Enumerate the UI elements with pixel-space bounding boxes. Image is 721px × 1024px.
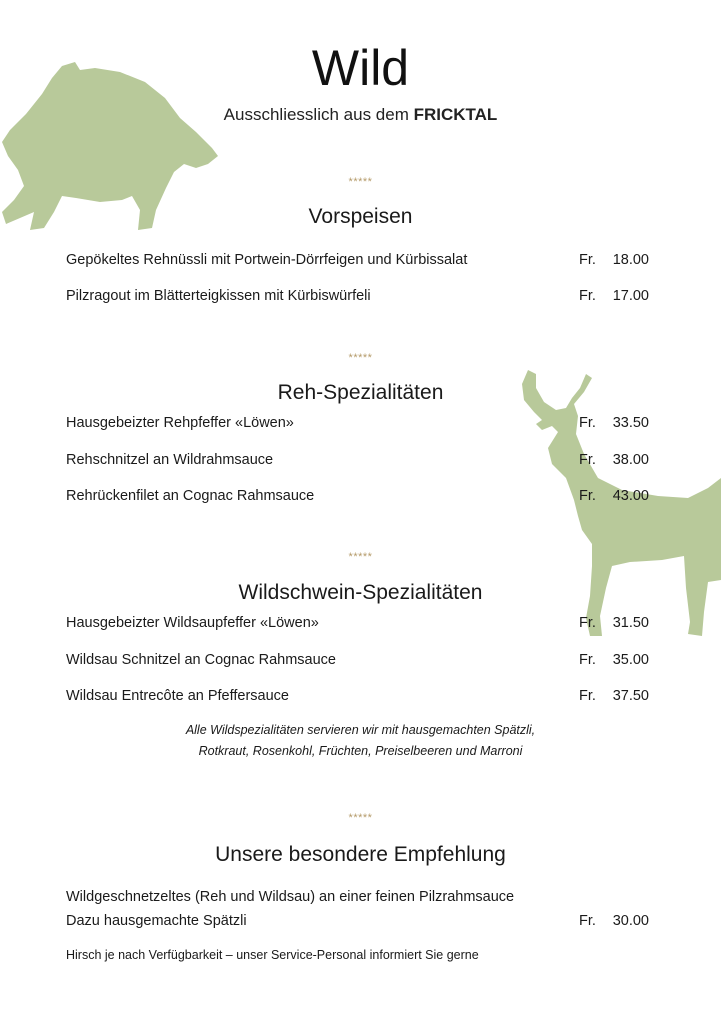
menu-item-name: Rehschnitzel an Wildrahmsauce: [66, 452, 274, 468]
menu-item-price: 38.00: [612, 452, 649, 468]
menu-item-name: Pilzragout im Blätterteigkissen mit Kürbiswürfeli: [66, 288, 371, 304]
page-title: Wild: [311, 40, 410, 96]
section-heading-wildschwein: Wildschwein-Spezialitäten: [238, 581, 483, 604]
stars-divider: *****: [348, 176, 373, 188]
menu-item-name: Wildsau Schnitzel an Cognac Rahmsauce: [66, 652, 336, 668]
page-subtitle: [0, 104, 721, 126]
menu-item-currency: Fr.: [579, 688, 596, 704]
menu-item-price: 33.50: [612, 415, 649, 431]
menu-item-name: Gepökeltes Rehnüssli mit Portwein-Dörrfeigen und Kürbissalat: [66, 252, 468, 268]
menu-item-price: 17.00: [612, 288, 649, 304]
menu-item-currency: Fr.: [579, 415, 596, 431]
menu-item-currency: Fr.: [579, 652, 596, 668]
menu-item-currency: Fr.: [579, 452, 596, 468]
menu-item-price: 37.50: [612, 688, 649, 704]
section-heading-vorspeisen: Vorspeisen: [308, 205, 413, 228]
menu-item-price: 30.00: [612, 913, 649, 929]
menu-item-price: 35.00: [612, 652, 649, 668]
side-dish-note: Rotkraut, Rosenkohl, Früchten, Preiselbeeren und Marroni: [198, 744, 523, 758]
recommendation-line: Dazu hausgemachte Spätzli: [66, 913, 247, 929]
menu-item-name: Hausgebeizter Wildsaupfeffer «Löwen»: [66, 615, 319, 631]
menu-item-price: 18.00: [612, 252, 649, 268]
section-heading-empfehlung: Unsere besondere Empfehlung: [215, 843, 506, 866]
menu-item-currency: Fr.: [579, 615, 596, 631]
stars-divider: *****: [348, 812, 373, 824]
side-dish-note: Alle Wildspezialitäten servieren wir mit hausgemachten Spätzli,: [185, 723, 536, 737]
stars-divider: *****: [348, 352, 373, 364]
footer-note: Hirsch je nach Verfügbarkeit – unser Service-Personal informiert Sie gerne: [66, 948, 479, 962]
subtitle-text: Ausschliesslich aus dem: [223, 105, 414, 124]
menu-item-currency: Fr.: [579, 288, 596, 304]
menu-item-price: 31.50: [612, 615, 649, 631]
menu-item-currency: Fr.: [579, 488, 596, 504]
menu-item-name: Wildsau Entrecôte an Pfeffersauce: [66, 688, 289, 704]
menu-item-name: Rehrückenfilet an Cognac Rahmsauce: [66, 488, 315, 504]
recommendation-line: Wildgeschnetzeltes (Reh und Wildsau) an einer feinen Pilzrahmsauce: [66, 889, 515, 905]
menu-item-currency: Fr.: [579, 913, 596, 929]
stars-divider: *****: [348, 551, 373, 563]
subtitle-region: FRICKTAL: [413, 105, 498, 124]
menu-item-price: 43.00: [612, 488, 649, 504]
menu-item-currency: Fr.: [579, 252, 596, 268]
menu-item-name: Hausgebeizter Rehpfeffer «Löwen»: [66, 415, 294, 431]
section-heading-reh: Reh-Spezialitäten: [277, 381, 444, 404]
